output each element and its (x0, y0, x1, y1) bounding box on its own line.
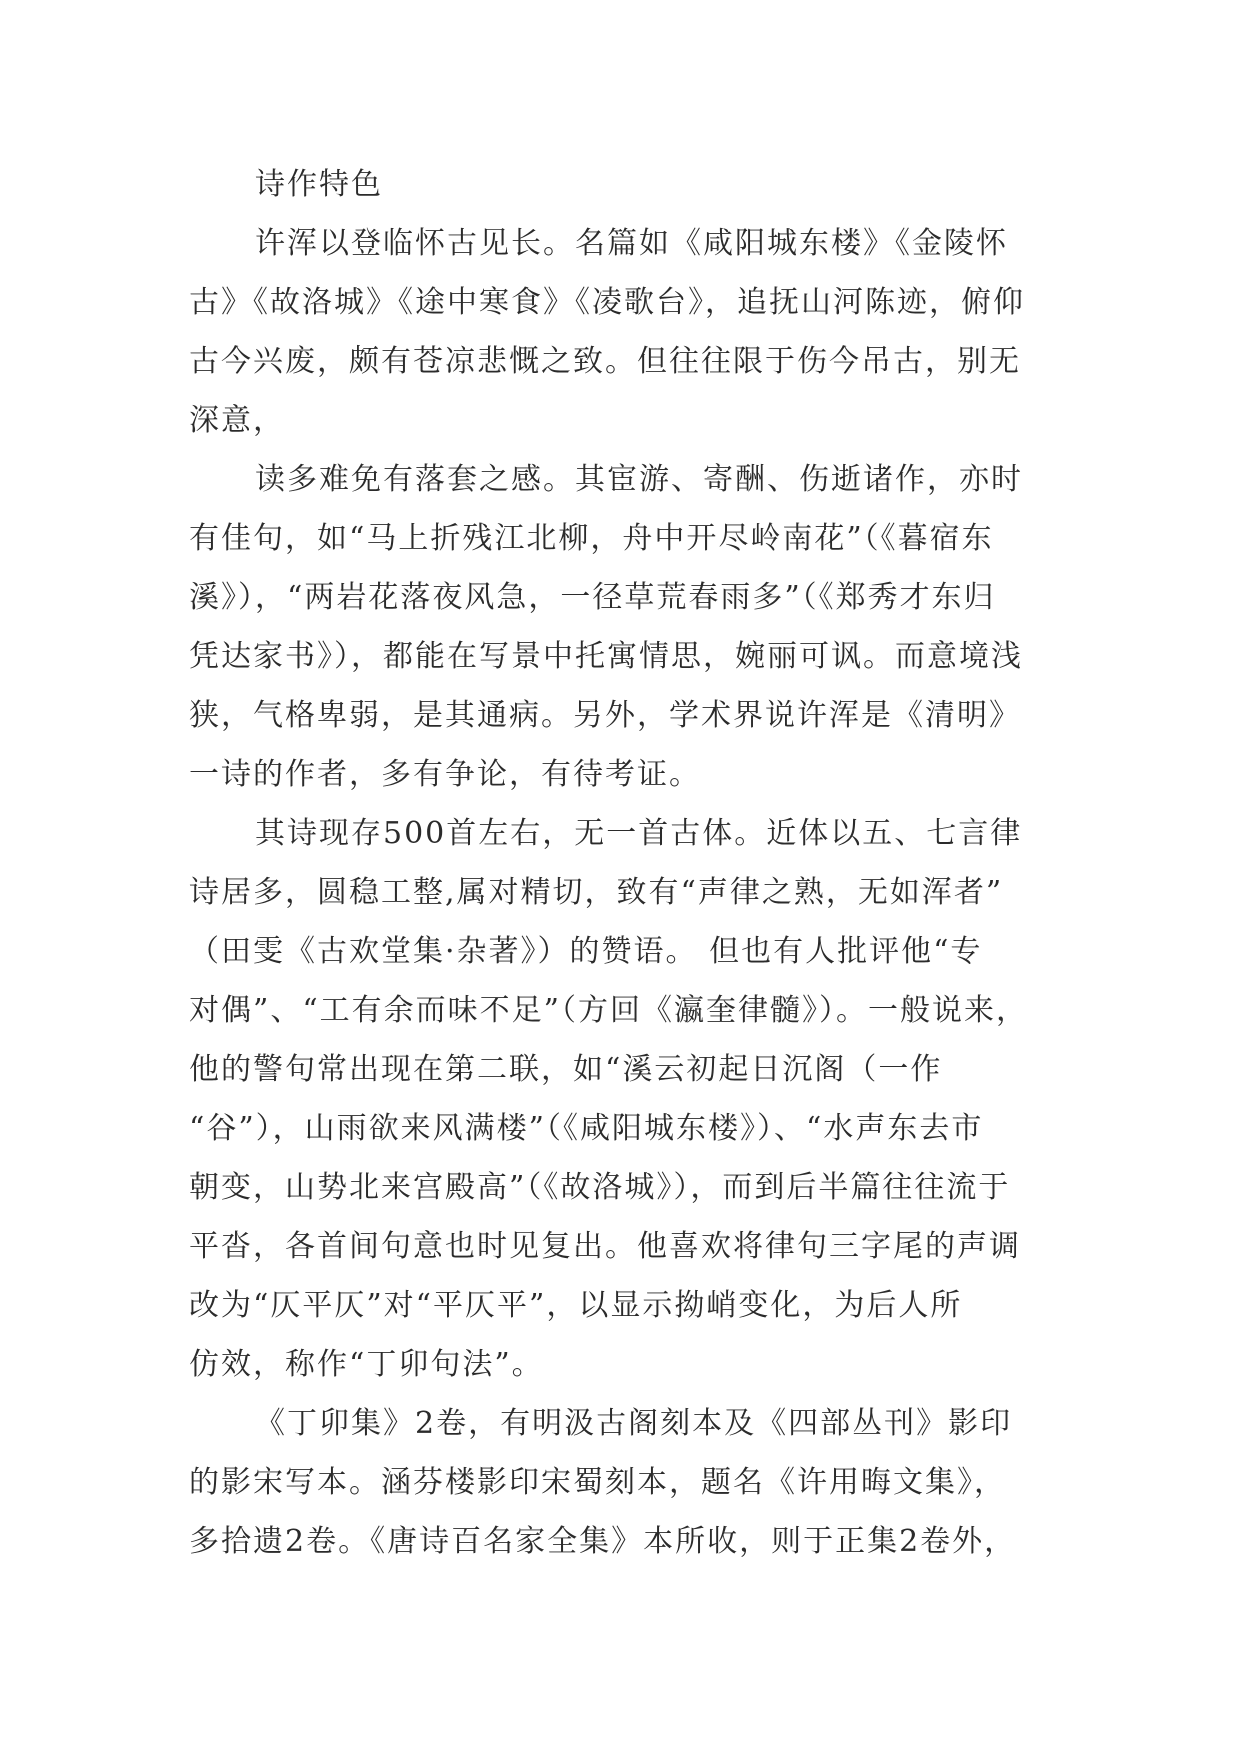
paragraph-line: 深意， (189, 403, 285, 438)
paragraph-line: 古》《故洛城》《途中寒食》《凌歌台》，追抚山河陈迹，俯仰 (189, 285, 1025, 320)
paragraph-line: 他的警句常出现在第二联，如“溪云初起日沉阁（一作 (189, 1052, 943, 1087)
document-body (189, 155, 1049, 1571)
paragraph-2 (189, 450, 1049, 804)
paragraph-line: 对偶”、“工有余而味不足”（方回《瀛奎律髓》）。一般说来， (189, 993, 1029, 1028)
paragraph-line: 读多难免有落套之感。其宦游、寄酬、伤逝诸作，亦时 (255, 462, 1023, 497)
paragraph-line: 有佳句，如“马上折残江北柳，舟中开尽岭南花”（《暮宿东 (189, 521, 994, 556)
paragraph-line: 狭，气格卑弱，是其通病。另外，学术界说许浑是《清明》 (189, 698, 1021, 733)
paragraph-line: 朝变，山势北来宫殿高”（《故洛城》），而到后半篇往往流于 (189, 1170, 1011, 1205)
paragraph-line: 的影宋写本。涵芬楼影印宋蜀刻本，题名《许用晦文集》， (189, 1465, 1006, 1500)
section-heading: 诗作特色 (255, 167, 383, 202)
paragraph-line: 古今兴废，颇有苍凉悲慨之致。但往往限于伤今吊古，别无 (189, 344, 1021, 379)
paragraph-line: 其诗现存500首左右，无一首古体。近体以五、七言律 (255, 816, 1023, 851)
paragraph-3 (189, 804, 1049, 1394)
paragraph-line: 溪》），“两岩花落夜风急，一径草荒春雨多”（《郑秀才东归 (189, 580, 996, 615)
paragraph-line: 许浑以登临怀古见长。名篇如《咸阳城东楼》《金陵怀 (255, 226, 1008, 261)
paragraph-line: 《丁卯集》2卷，有明汲古阁刻本及《四部丛刊》影印 (255, 1406, 1013, 1441)
paragraph-line: （田雯《古欢堂集·杂著》）的赞语。 但也有人批评他“专 (189, 934, 983, 969)
paragraph-line: 仿效，称作“丁卯句法”。 (189, 1347, 544, 1382)
paragraph-line: 凭达家书》），都能在写景中托寓情思，婉丽可讽。而意境浅 (189, 639, 1023, 674)
paragraph-line: 一诗的作者，多有争论，有待考证。 (189, 757, 701, 792)
paragraph-line: 诗居多，圆稳工整,属对精切，致有“声律之熟，无如浑者” (189, 875, 1004, 910)
paragraph-line: “谷”），山雨欲来风满楼”（《咸阳城东楼》）、“水声东去市 (189, 1111, 984, 1146)
paragraph-line: 平沓，各首间句意也时见复出。他喜欢将律句三字尾的声调 (189, 1229, 1021, 1264)
paragraph-line: 多拾遗2卷。《唐诗百名家全集》本所收，则于正集2卷外， (189, 1524, 1017, 1559)
paragraph-line: 改为“仄平仄”对“平仄平”，以显示拗峭变化，为后人所 (189, 1288, 963, 1323)
paragraph-1 (189, 214, 1049, 450)
paragraph-4 (189, 1394, 1049, 1571)
